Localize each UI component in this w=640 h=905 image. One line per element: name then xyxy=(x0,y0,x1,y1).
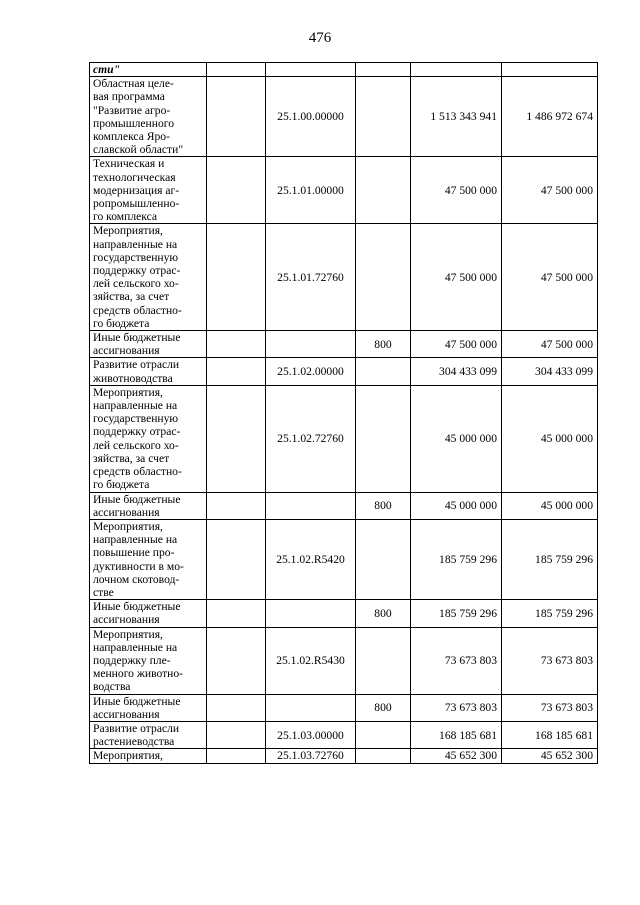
row-type-cell: 800 xyxy=(356,600,411,627)
row-blank-cell xyxy=(207,749,266,763)
row-sum-next-cell: 185 759 296 xyxy=(502,519,598,599)
row-sum-current-cell: 47 500 000 xyxy=(411,224,502,331)
row-sum-current-cell: 185 759 296 xyxy=(411,600,502,627)
row-code-cell xyxy=(266,694,356,721)
row-type-cell xyxy=(356,157,411,224)
row-sum-next-cell: 185 759 296 xyxy=(502,600,598,627)
row-sum-current-cell: 304 433 099 xyxy=(411,358,502,385)
row-sum-next-cell: 47 500 000 xyxy=(502,157,598,224)
row-code-cell xyxy=(266,63,356,77)
row-blank-cell xyxy=(207,77,266,157)
row-name-cell: Иные бюджетные ассигнования xyxy=(90,600,207,627)
table-row xyxy=(90,519,598,599)
table-row xyxy=(90,224,598,331)
table-row xyxy=(90,749,598,763)
row-code-cell: 25.1.01.00000 xyxy=(266,157,356,224)
table-row xyxy=(90,600,598,627)
row-blank-cell xyxy=(207,694,266,721)
row-code-cell: 25.1.03.72760 xyxy=(266,749,356,763)
row-blank-cell xyxy=(207,331,266,358)
row-blank-cell xyxy=(207,358,266,385)
row-code-cell: 25.1.02.R5430 xyxy=(266,627,356,694)
row-sum-current-cell xyxy=(411,63,502,77)
table-row xyxy=(90,77,598,157)
row-name-cell: Иные бюджетные ассигнования xyxy=(90,694,207,721)
table-row xyxy=(90,721,598,748)
row-name-cell: Областная целе- вая программа "Развитие агро- промышленного комплекса Яро- славской области" xyxy=(90,77,207,157)
row-code-cell: 25.1.01.72760 xyxy=(266,224,356,331)
row-sum-next-cell: 73 673 803 xyxy=(502,627,598,694)
row-sum-current-cell: 47 500 000 xyxy=(411,157,502,224)
row-type-cell xyxy=(356,358,411,385)
row-blank-cell xyxy=(207,224,266,331)
row-code-cell: 25.1.02.00000 xyxy=(266,358,356,385)
row-name-cell: Развитие отрасли растениеводства xyxy=(90,721,207,748)
row-code-cell xyxy=(266,600,356,627)
row-type-cell xyxy=(356,627,411,694)
row-type-cell xyxy=(356,63,411,77)
row-sum-current-cell: 185 759 296 xyxy=(411,519,502,599)
row-type-cell: 800 xyxy=(356,694,411,721)
row-type-cell xyxy=(356,224,411,331)
table-row xyxy=(90,358,598,385)
table-row xyxy=(90,157,598,224)
row-blank-cell xyxy=(207,627,266,694)
row-type-cell: 800 xyxy=(356,331,411,358)
table-body xyxy=(90,63,598,764)
table-row xyxy=(90,694,598,721)
row-sum-current-cell: 45 652 300 xyxy=(411,749,502,763)
budget-table xyxy=(89,62,598,764)
row-blank-cell xyxy=(207,385,266,492)
row-sum-next-cell: 168 185 681 xyxy=(502,721,598,748)
table-row xyxy=(90,63,598,77)
row-name-cell: Иные бюджетные ассигнования xyxy=(90,492,207,519)
row-code-cell: 25.1.02.R5420 xyxy=(266,519,356,599)
row-sum-next-cell: 45 000 000 xyxy=(502,385,598,492)
row-sum-next-cell: 47 500 000 xyxy=(502,331,598,358)
row-name-cell: Развитие отрасли животноводства xyxy=(90,358,207,385)
row-code-cell xyxy=(266,331,356,358)
row-type-cell xyxy=(356,721,411,748)
row-name-cell: Техническая и технологическая модернизация аг- ропромышленно- го комплекса xyxy=(90,157,207,224)
row-code-cell: 25.1.02.72760 xyxy=(266,385,356,492)
row-sum-next-cell: 1 486 972 674 xyxy=(502,77,598,157)
row-blank-cell xyxy=(207,600,266,627)
row-name-cell: Мероприятия, направленные на государственную поддержку отрас- лей сельского хо- зяйства, за счет средств областно- го бюджета xyxy=(90,385,207,492)
row-blank-cell xyxy=(207,721,266,748)
page-number: 476 xyxy=(308,30,332,46)
table-row xyxy=(90,385,598,492)
row-type-cell xyxy=(356,749,411,763)
row-name-cell: Мероприятия, направленные на повышение про- дуктивности в мо- лочном скотовод- стве xyxy=(90,519,207,599)
row-sum-next-cell: 45 000 000 xyxy=(502,492,598,519)
row-type-cell xyxy=(356,77,411,157)
row-sum-next-cell: 47 500 000 xyxy=(502,224,598,331)
row-code-cell: 25.1.00.00000 xyxy=(266,77,356,157)
row-sum-next-cell xyxy=(502,63,598,77)
row-sum-current-cell: 47 500 000 xyxy=(411,331,502,358)
table-row xyxy=(90,627,598,694)
row-sum-current-cell: 45 000 000 xyxy=(411,385,502,492)
row-sum-current-cell: 1 513 343 941 xyxy=(411,77,502,157)
row-sum-next-cell: 45 652 300 xyxy=(502,749,598,763)
table-row xyxy=(90,331,598,358)
row-name-cell: Мероприятия, направленные на поддержку пле- менного животно- водства xyxy=(90,627,207,694)
row-sum-current-cell: 73 673 803 xyxy=(411,694,502,721)
row-type-cell xyxy=(356,385,411,492)
table-row xyxy=(90,492,598,519)
row-type-cell: 800 xyxy=(356,492,411,519)
row-name-cell: Мероприятия, xyxy=(90,749,207,763)
row-blank-cell xyxy=(207,492,266,519)
row-sum-next-cell: 73 673 803 xyxy=(502,694,598,721)
row-code-cell: 25.1.03.00000 xyxy=(266,721,356,748)
row-sum-next-cell: 304 433 099 xyxy=(502,358,598,385)
row-sum-current-cell: 45 000 000 xyxy=(411,492,502,519)
row-blank-cell xyxy=(207,63,266,77)
row-type-cell xyxy=(356,519,411,599)
row-name-cell: Иные бюджетные ассигнования xyxy=(90,331,207,358)
row-blank-cell xyxy=(207,519,266,599)
row-sum-current-cell: 73 673 803 xyxy=(411,627,502,694)
row-blank-cell xyxy=(207,157,266,224)
row-sum-current-cell: 168 185 681 xyxy=(411,721,502,748)
row-name-cell: сти" xyxy=(90,63,207,77)
row-code-cell xyxy=(266,492,356,519)
row-name-cell: Мероприятия, направленные на государственную поддержку отрас- лей сельского хо- зяйства, за счет средств областно- го бюджета xyxy=(90,224,207,331)
